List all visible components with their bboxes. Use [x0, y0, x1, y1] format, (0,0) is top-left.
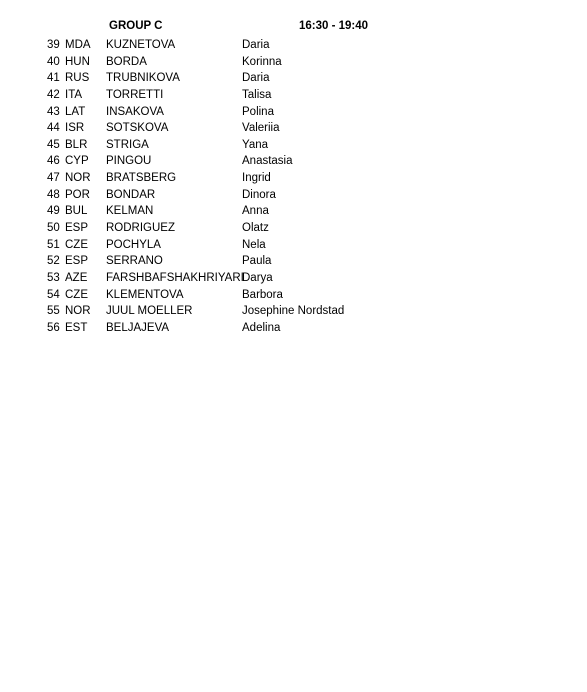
athlete-first-name: Korinna	[242, 55, 282, 68]
start-number: 43	[47, 105, 60, 118]
list-item	[0, 104, 587, 121]
start-number: 48	[47, 188, 60, 201]
start-number: 40	[47, 55, 60, 68]
athlete-first-name: Barbora	[242, 288, 283, 301]
country-code: LAT	[65, 105, 86, 118]
list-item	[0, 220, 587, 237]
country-code: BLR	[65, 138, 88, 151]
athlete-first-name: Valeriia	[242, 122, 280, 135]
country-code: ITA	[65, 88, 83, 101]
athlete-first-name: Paula	[242, 255, 272, 268]
group-title: GROUP C	[109, 20, 163, 32]
country-code: HUN	[65, 55, 90, 68]
start-number: 53	[47, 271, 60, 284]
athlete-first-name: Josephine Nordstad	[242, 305, 345, 318]
list-item	[0, 270, 587, 287]
athlete-first-name: Anastasia	[242, 155, 293, 168]
athlete-surname: KLEMENTOVA	[106, 288, 184, 301]
country-code: BUL	[65, 205, 88, 218]
list-item	[0, 120, 587, 137]
start-number: 41	[47, 72, 60, 85]
athlete-first-name: Yana	[242, 138, 269, 151]
start-number: 46	[47, 155, 60, 168]
country-code: NOR	[65, 305, 91, 318]
list-item	[0, 87, 587, 104]
athlete-surname: KELMAN	[106, 205, 154, 218]
athlete-surname: STRIGA	[106, 138, 149, 151]
athlete-surname: RODRIGUEZ	[106, 222, 175, 235]
country-code: ESP	[65, 222, 89, 235]
group-header	[0, 20, 587, 36]
athlete-first-name: Daria	[242, 39, 270, 51]
country-code: EST	[65, 321, 88, 334]
country-code: ISR	[65, 122, 85, 135]
athlete-first-name: Talisa	[242, 88, 272, 101]
list-item	[0, 170, 587, 187]
country-code: AZE	[65, 271, 88, 284]
athlete-first-name: Dinora	[242, 188, 276, 201]
athlete-surname: SERRANO	[106, 255, 163, 268]
list-item	[0, 37, 587, 54]
athlete-surname: POCHYLA	[106, 238, 161, 251]
country-code: CYP	[65, 155, 89, 168]
country-code: CZE	[65, 238, 88, 251]
start-number: 47	[47, 172, 60, 185]
athlete-surname: BRATSBERG	[106, 172, 177, 185]
country-code: MDA	[65, 39, 91, 51]
athlete-surname: PINGOU	[106, 155, 152, 168]
start-number: 56	[47, 321, 60, 334]
list-item	[0, 303, 587, 320]
athlete-surname: BELJAJEVA	[106, 321, 170, 334]
list-item	[0, 153, 587, 170]
athlete-surname: SOTSKOVA	[106, 122, 169, 135]
list-item	[0, 287, 587, 304]
country-code: ESP	[65, 255, 89, 268]
list-item	[0, 54, 587, 71]
country-code: CZE	[65, 288, 88, 301]
list-item	[0, 320, 587, 337]
athlete-list	[0, 37, 587, 337]
start-number: 50	[47, 222, 60, 235]
start-number: 39	[47, 39, 60, 51]
athlete-surname: BONDAR	[106, 188, 156, 201]
athlete-surname: INSAKOVA	[106, 105, 164, 118]
list-item	[0, 203, 587, 220]
athlete-first-name: Anna	[242, 205, 269, 218]
start-number: 49	[47, 205, 60, 218]
list-item	[0, 187, 587, 204]
athlete-first-name: Polina	[242, 105, 274, 118]
athlete-surname: TORRETTI	[106, 88, 164, 101]
list-item	[0, 253, 587, 270]
start-number: 51	[47, 238, 60, 251]
athlete-first-name: Olatz	[242, 222, 269, 235]
athlete-first-name: Adelina	[242, 321, 281, 334]
start-number: 55	[47, 305, 60, 318]
athlete-first-name: Daria	[242, 72, 270, 85]
athlete-surname: TRUBNIKOVA	[106, 72, 180, 85]
athlete-surname: KUZNETOVA	[106, 39, 176, 51]
list-item	[0, 70, 587, 87]
country-code: RUS	[65, 72, 90, 85]
start-number: 45	[47, 138, 60, 151]
time-range: 16:30 - 19:40	[299, 20, 369, 32]
list-item	[0, 137, 587, 154]
athlete-first-name: Darya	[242, 271, 273, 284]
athlete-surname: JUUL MOELLER	[106, 305, 193, 318]
start-number: 42	[47, 88, 60, 101]
athlete-surname: BORDA	[106, 55, 147, 68]
athlete-surname: FARSHBAFSHAKHRIYARI	[106, 271, 244, 284]
list-item	[0, 237, 587, 254]
start-number: 52	[47, 255, 60, 268]
athlete-first-name: Nela	[242, 238, 266, 251]
country-code: NOR	[65, 172, 91, 185]
athlete-first-name: Ingrid	[242, 172, 271, 185]
start-number: 54	[47, 288, 60, 301]
start-number: 44	[47, 122, 60, 135]
country-code: POR	[65, 188, 90, 201]
